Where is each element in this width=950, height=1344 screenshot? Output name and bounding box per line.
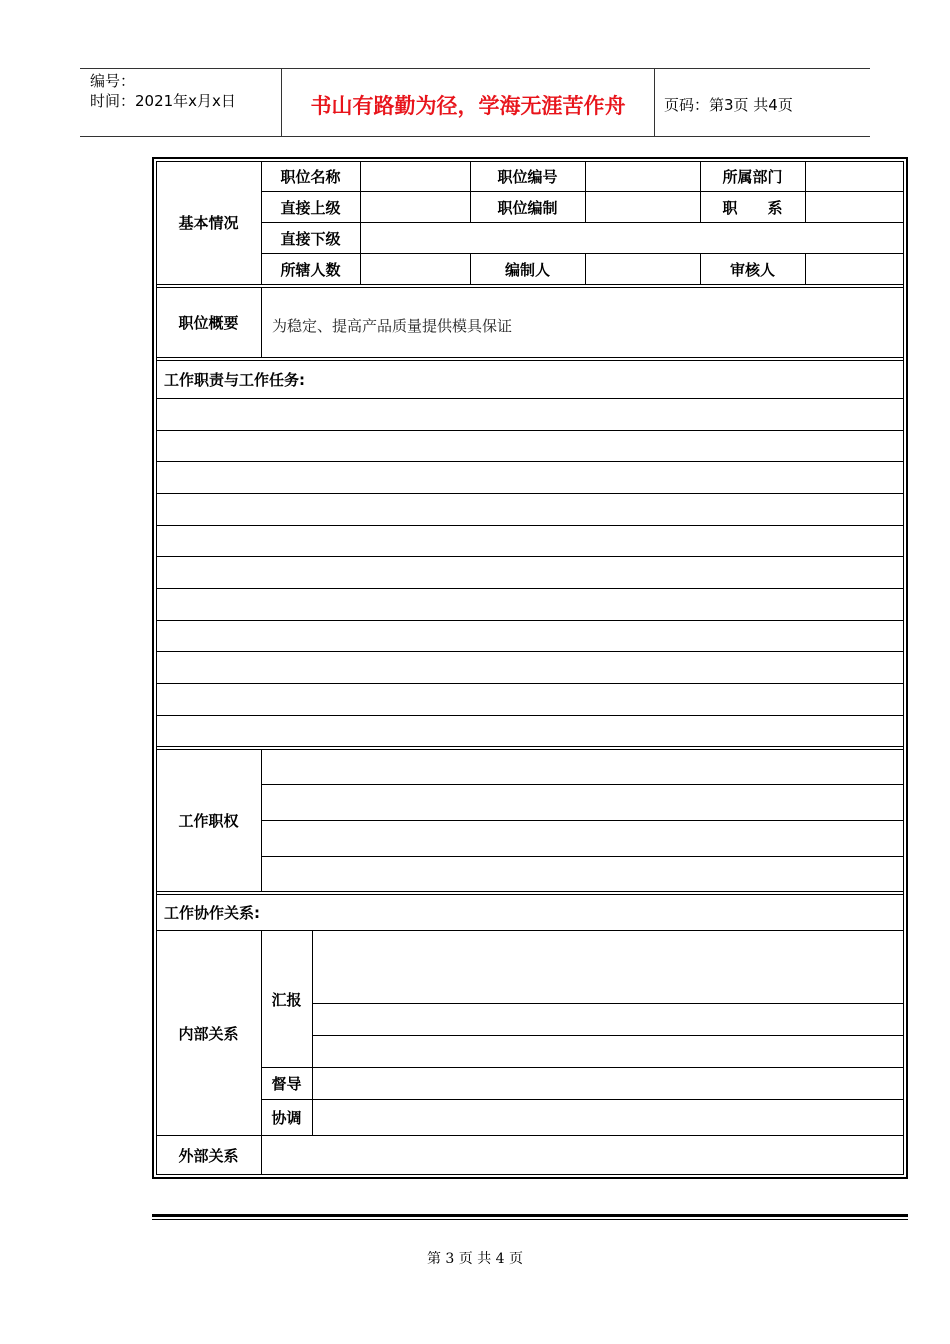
grid-line [156,287,904,288]
supervise-label: 督导 [271,1075,302,1093]
grid-line [585,253,586,284]
coordinate-label: 协调 [271,1109,302,1127]
grid-line [360,161,361,284]
department-label: 所属部门 [722,167,783,186]
grid-line [156,588,904,589]
direct-subordinate-label: 直接下级 [280,229,341,248]
time-label: 时间：2021年x月x日 [90,92,236,110]
grid-line [156,556,904,557]
page-label: 页码：第3页 共4页 [664,96,793,114]
grid-line [156,749,904,750]
grid-line [312,930,313,1135]
grid-line [156,746,904,747]
footer-page-number: 第 3 页 共 4 页 [426,1251,524,1267]
grid-line [156,398,904,399]
grid-line [261,820,904,821]
basic-info-label: 基本情况 [178,214,239,232]
managed-count-label: 所辖人数 [280,260,341,279]
direct-superior-label: 直接上级 [280,198,341,217]
duties-label: 工作职责与工作任务: [164,371,305,389]
grid-line [312,1003,904,1004]
report-label: 汇报 [271,990,302,1009]
grid-line [261,784,904,785]
footer-rule-thick [152,1214,908,1217]
grid-line [156,1135,904,1136]
position-code-label: 职位编号 [497,167,558,186]
grid-line [156,683,904,684]
header-divider [654,69,655,136]
grid-line [156,715,904,716]
header-bottom-rule [80,136,870,137]
grid-line [805,253,806,284]
motto-text: 书山有路勤为径，学海无涯苦作舟 [310,94,626,118]
grid-line [805,161,806,222]
header-top-rule [80,68,870,69]
grid-line [261,287,262,357]
position-name-label: 职位名称 [280,167,341,186]
external-relations-label: 外部关系 [178,1147,239,1165]
grid-line [156,651,904,652]
reviewed-by-label: 审核人 [729,260,775,279]
grid-line [312,1035,904,1036]
grid-line [156,493,904,494]
authority-label: 工作职权 [178,812,239,830]
cooperation-label: 工作协作关系: [164,904,260,922]
grid-line [156,430,904,431]
grid-line [156,894,904,895]
grid-line [585,161,586,222]
title-rank-label: 职 系 [722,198,783,217]
grid-line [156,461,904,462]
grid-line [156,284,904,285]
grid-line [261,1099,904,1100]
prepared-by-label: 编制人 [504,260,550,279]
summary-text: 为稳定、提高产品质量提供模具保证 [272,317,513,335]
footer-rule-thin [152,1219,908,1220]
summary-label: 职位概要 [178,314,239,332]
grid-line [156,357,904,358]
grid-line [156,891,904,892]
number-label: 编号： [90,72,136,90]
internal-relations-label: 内部关系 [178,1024,239,1043]
grid-line [261,856,904,857]
grid-line [156,620,904,621]
headcount-plan-label: 职位编制 [497,198,558,217]
grid-line [261,1067,904,1068]
grid-line [156,525,904,526]
